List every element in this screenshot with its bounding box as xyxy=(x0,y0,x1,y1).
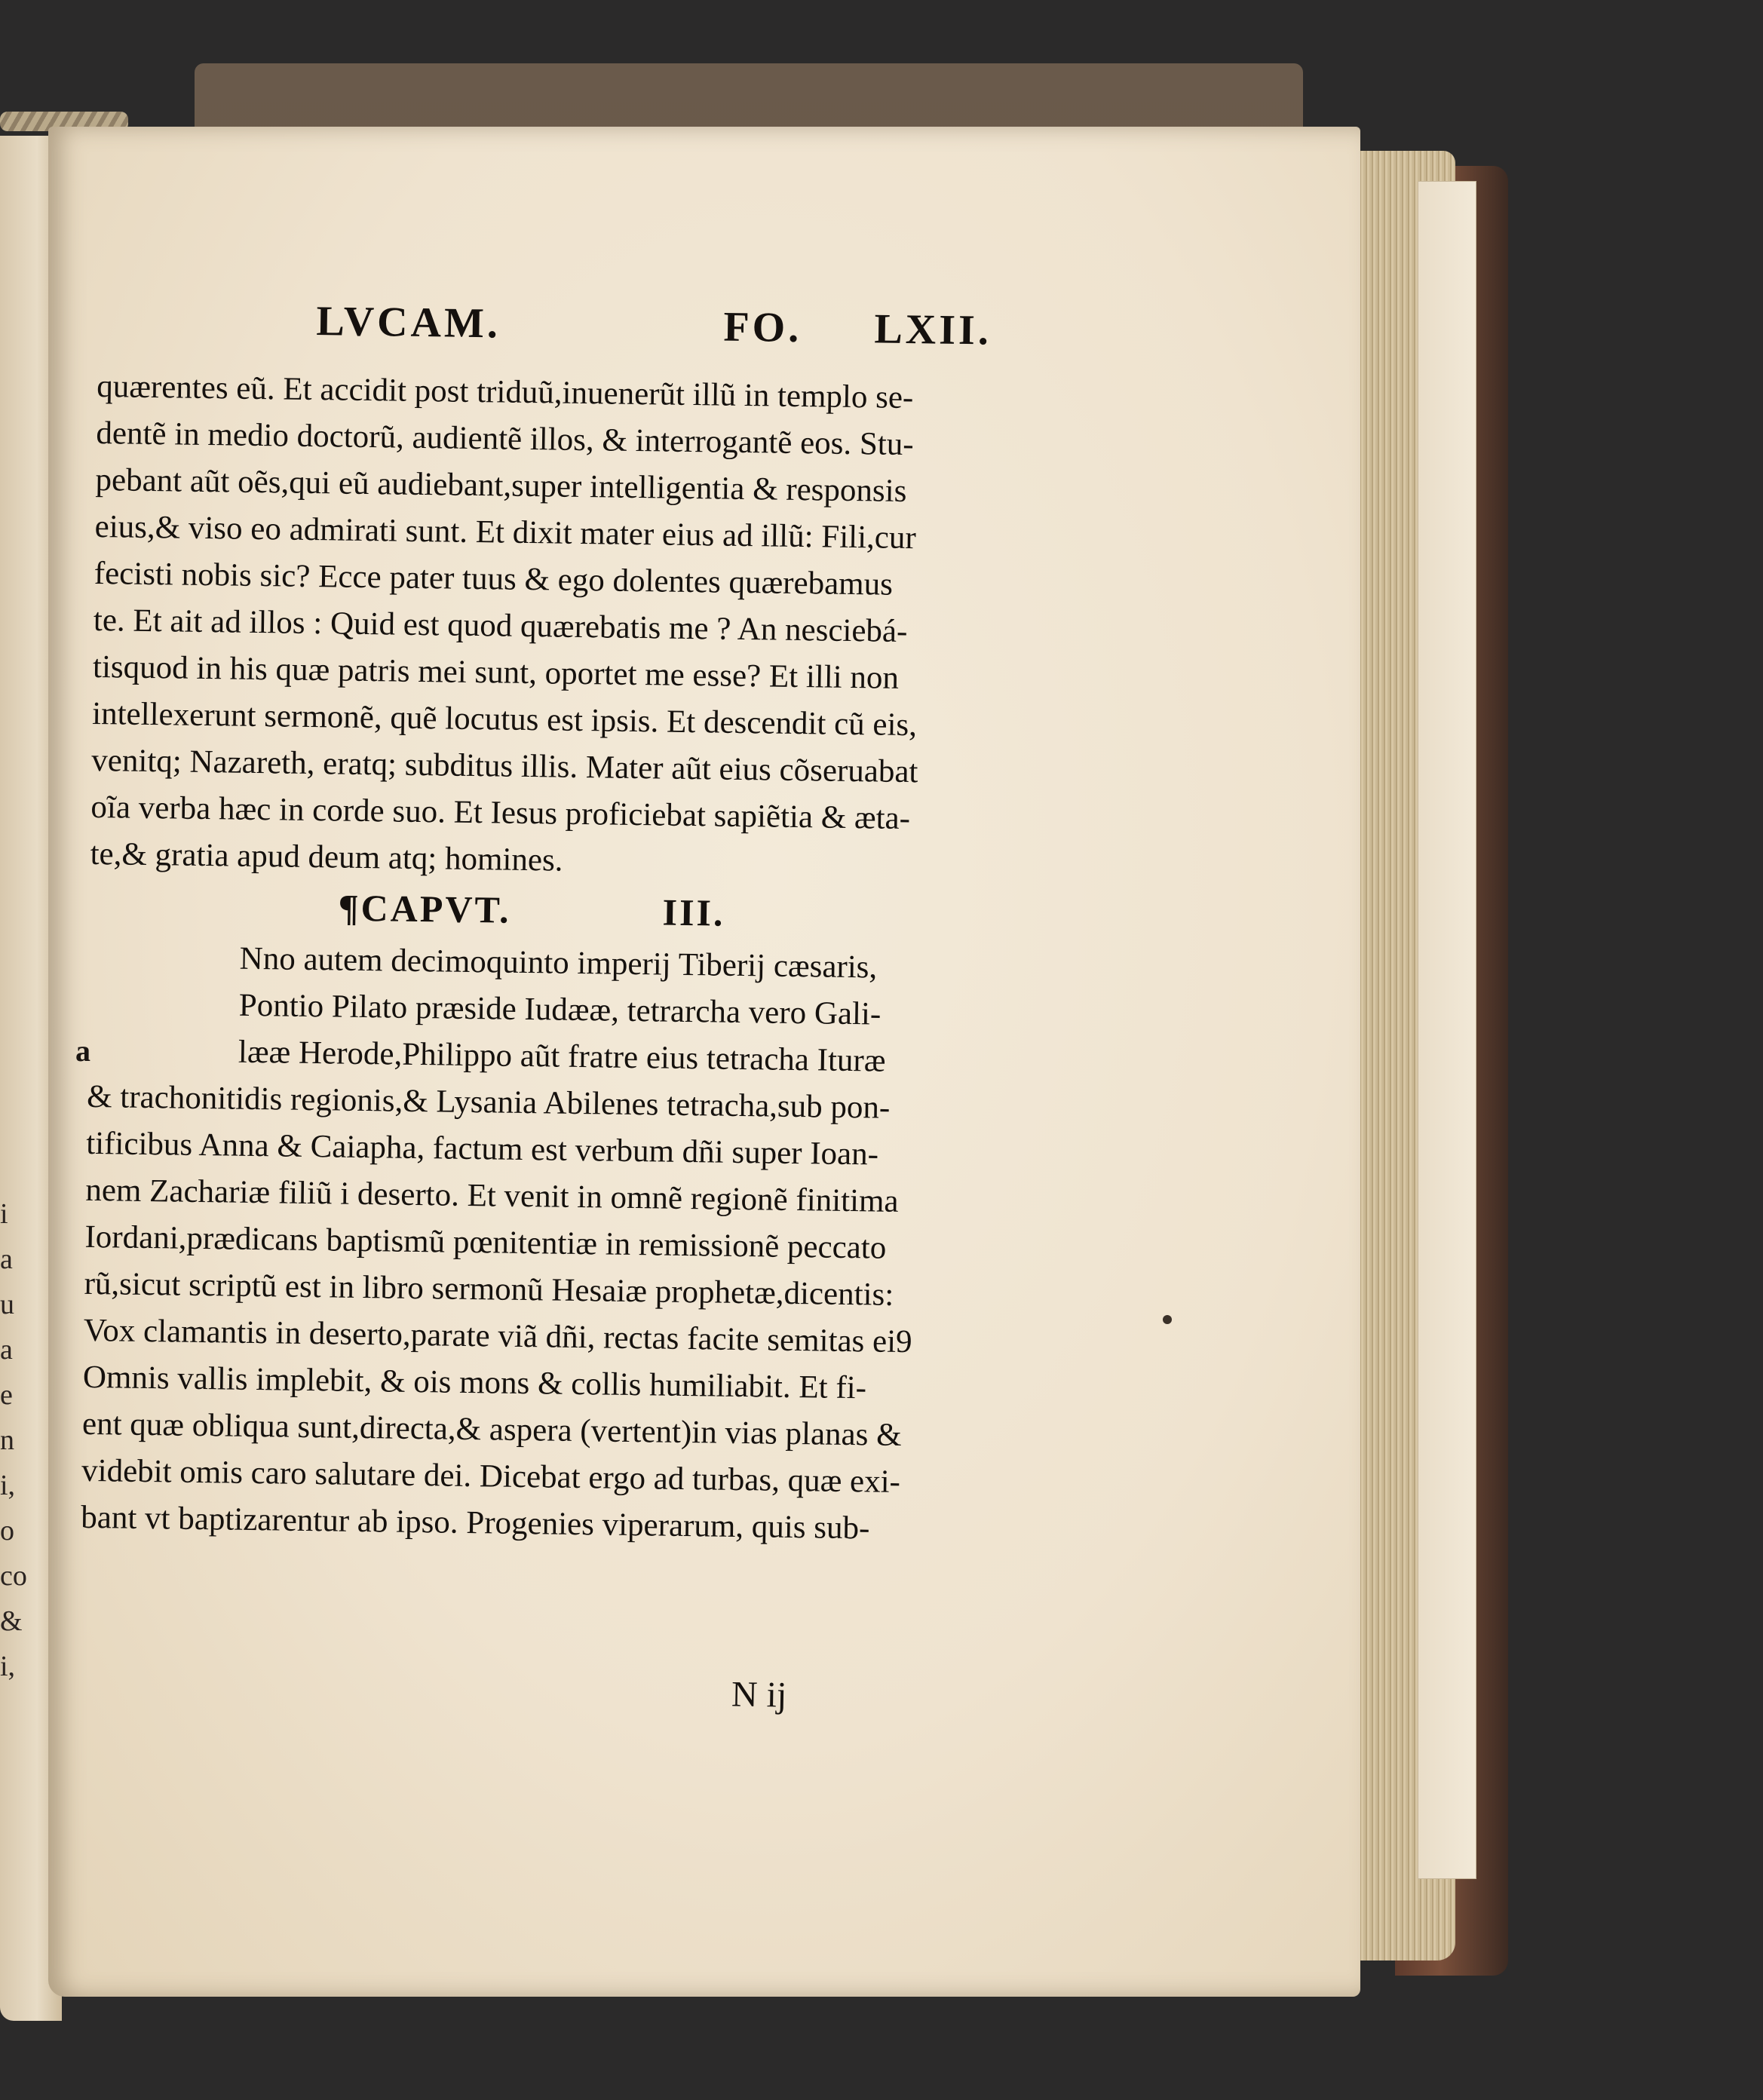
text-lines-before-chapter xyxy=(90,363,1039,891)
text-line: tificibus Anna & Caiapha, factum est verbum dñi super Ioan- xyxy=(85,1125,879,1173)
signature-mark: N ij xyxy=(731,1674,787,1715)
previous-page-glyph: n xyxy=(0,1424,14,1456)
text-line: fecisti nobis sic? Ecce pater tuus & ego dolentes quærebamus xyxy=(94,555,894,602)
previous-page-glyph: i, xyxy=(0,1470,16,1501)
chapter-number: III. xyxy=(662,891,725,934)
text-line: Vox clamantis in deserto,parate viã dñi, rectas facite semitas ei9 xyxy=(83,1312,912,1360)
running-head-folio-label: FO. xyxy=(723,303,802,352)
text-line: intellexerunt sermonẽ, quẽ locutus est ipsis. Et descendit cũ eis, xyxy=(91,695,918,743)
text-line: venitq; Nazareth, eratq; subditus illis. Mater aũt eius cõseruabat xyxy=(91,742,918,790)
text-line: te. Et ait ad illos : Quid est quod quærebatis me ? An nesciebá- xyxy=(93,602,908,650)
previous-page-glyph: & xyxy=(0,1605,23,1637)
previous-page-glyph: o xyxy=(0,1515,14,1547)
previous-page-glyph: a xyxy=(0,1243,13,1275)
previous-page-glyph: co xyxy=(0,1560,27,1592)
text-line: pebant aũt oẽs,qui eũ audiebant,super intelligentia & responsis xyxy=(95,461,907,509)
running-head-folio-number: LXII. xyxy=(874,305,992,354)
text-line: ent quæ obliqua sunt,directa,& aspera (vertent)in vias planas & xyxy=(81,1406,902,1454)
text-lines-after-chapter xyxy=(81,934,1032,1554)
text-line: te,& gratia apud deum atq; homines. xyxy=(90,835,563,878)
previous-page-glyph: a xyxy=(0,1334,13,1366)
running-head-book: LVCAM. xyxy=(316,298,501,348)
text-line: oĩa verba hæc in corde suo. Et Iesus proficiebat sapiẽtia & æta- xyxy=(90,789,911,837)
chapter-label: ¶CAPVT. xyxy=(338,886,512,931)
text-line: eius,& viso eo admirati sunt. Et dixit mater eius ad illũ: Fili,cur xyxy=(94,508,917,556)
text-line: & trachonitidis regionis,& Lysania Abilenes tetracha,sub pon- xyxy=(86,1078,891,1126)
ink-speck xyxy=(1163,1315,1172,1324)
previous-page-glyph: i xyxy=(0,1198,8,1230)
text-line: dentẽ in medio doctorũ, audientẽ illos, & interrogantẽ eos. Stu- xyxy=(96,415,914,463)
text-line: Iordani,prædicans baptismũ pœnitentiæ in remissionẽ peccato xyxy=(84,1219,887,1266)
text-line: tisquod in his quæ patris mei sunt, oportet me esse? Et illi non xyxy=(92,648,900,696)
running-head xyxy=(97,294,1041,376)
text-line: Nno autem decimoquinto imperij Tiberij cæsaris, xyxy=(239,940,878,986)
previous-page-glyph: i, xyxy=(0,1651,16,1682)
text-line: lææ Herode,Philippo aũt fratre eius tetracha Ituræ xyxy=(238,1034,886,1079)
previous-page-glyph: u xyxy=(0,1289,14,1320)
text-line: rũ,sicut scriptũ est in libro sermonũ Hesaiæ prophetæ,dicentis: xyxy=(84,1265,894,1313)
text-line: videbit omis caro salutare dei. Dicebat ergo ad turbas, quæ exi- xyxy=(81,1452,901,1501)
previous-page-glyphs xyxy=(0,1191,30,1689)
text-line: bant vt baptizarentur ab ipso. Progenies viperarum, quis sub- xyxy=(81,1499,870,1547)
text-block xyxy=(81,294,1041,1554)
text-line: Omnis vallis implebit, & ois mons & collis humiliabit. Et fi- xyxy=(82,1359,867,1406)
text-line: Pontio Pilato præside Iudææ, tetrarcha vero Gali- xyxy=(238,987,882,1032)
previous-page-glyph: e xyxy=(0,1379,13,1411)
loose-leaf-insert xyxy=(1418,181,1476,1879)
text-line: nem Zachariæ filiũ i deserto. Et venit in omnẽ regionẽ finitima xyxy=(85,1172,899,1219)
margin-note: a xyxy=(75,1034,90,1068)
text-line: quærentes eũ. Et accidit post triduũ,inuenerũt illũ in templo se- xyxy=(96,368,914,416)
